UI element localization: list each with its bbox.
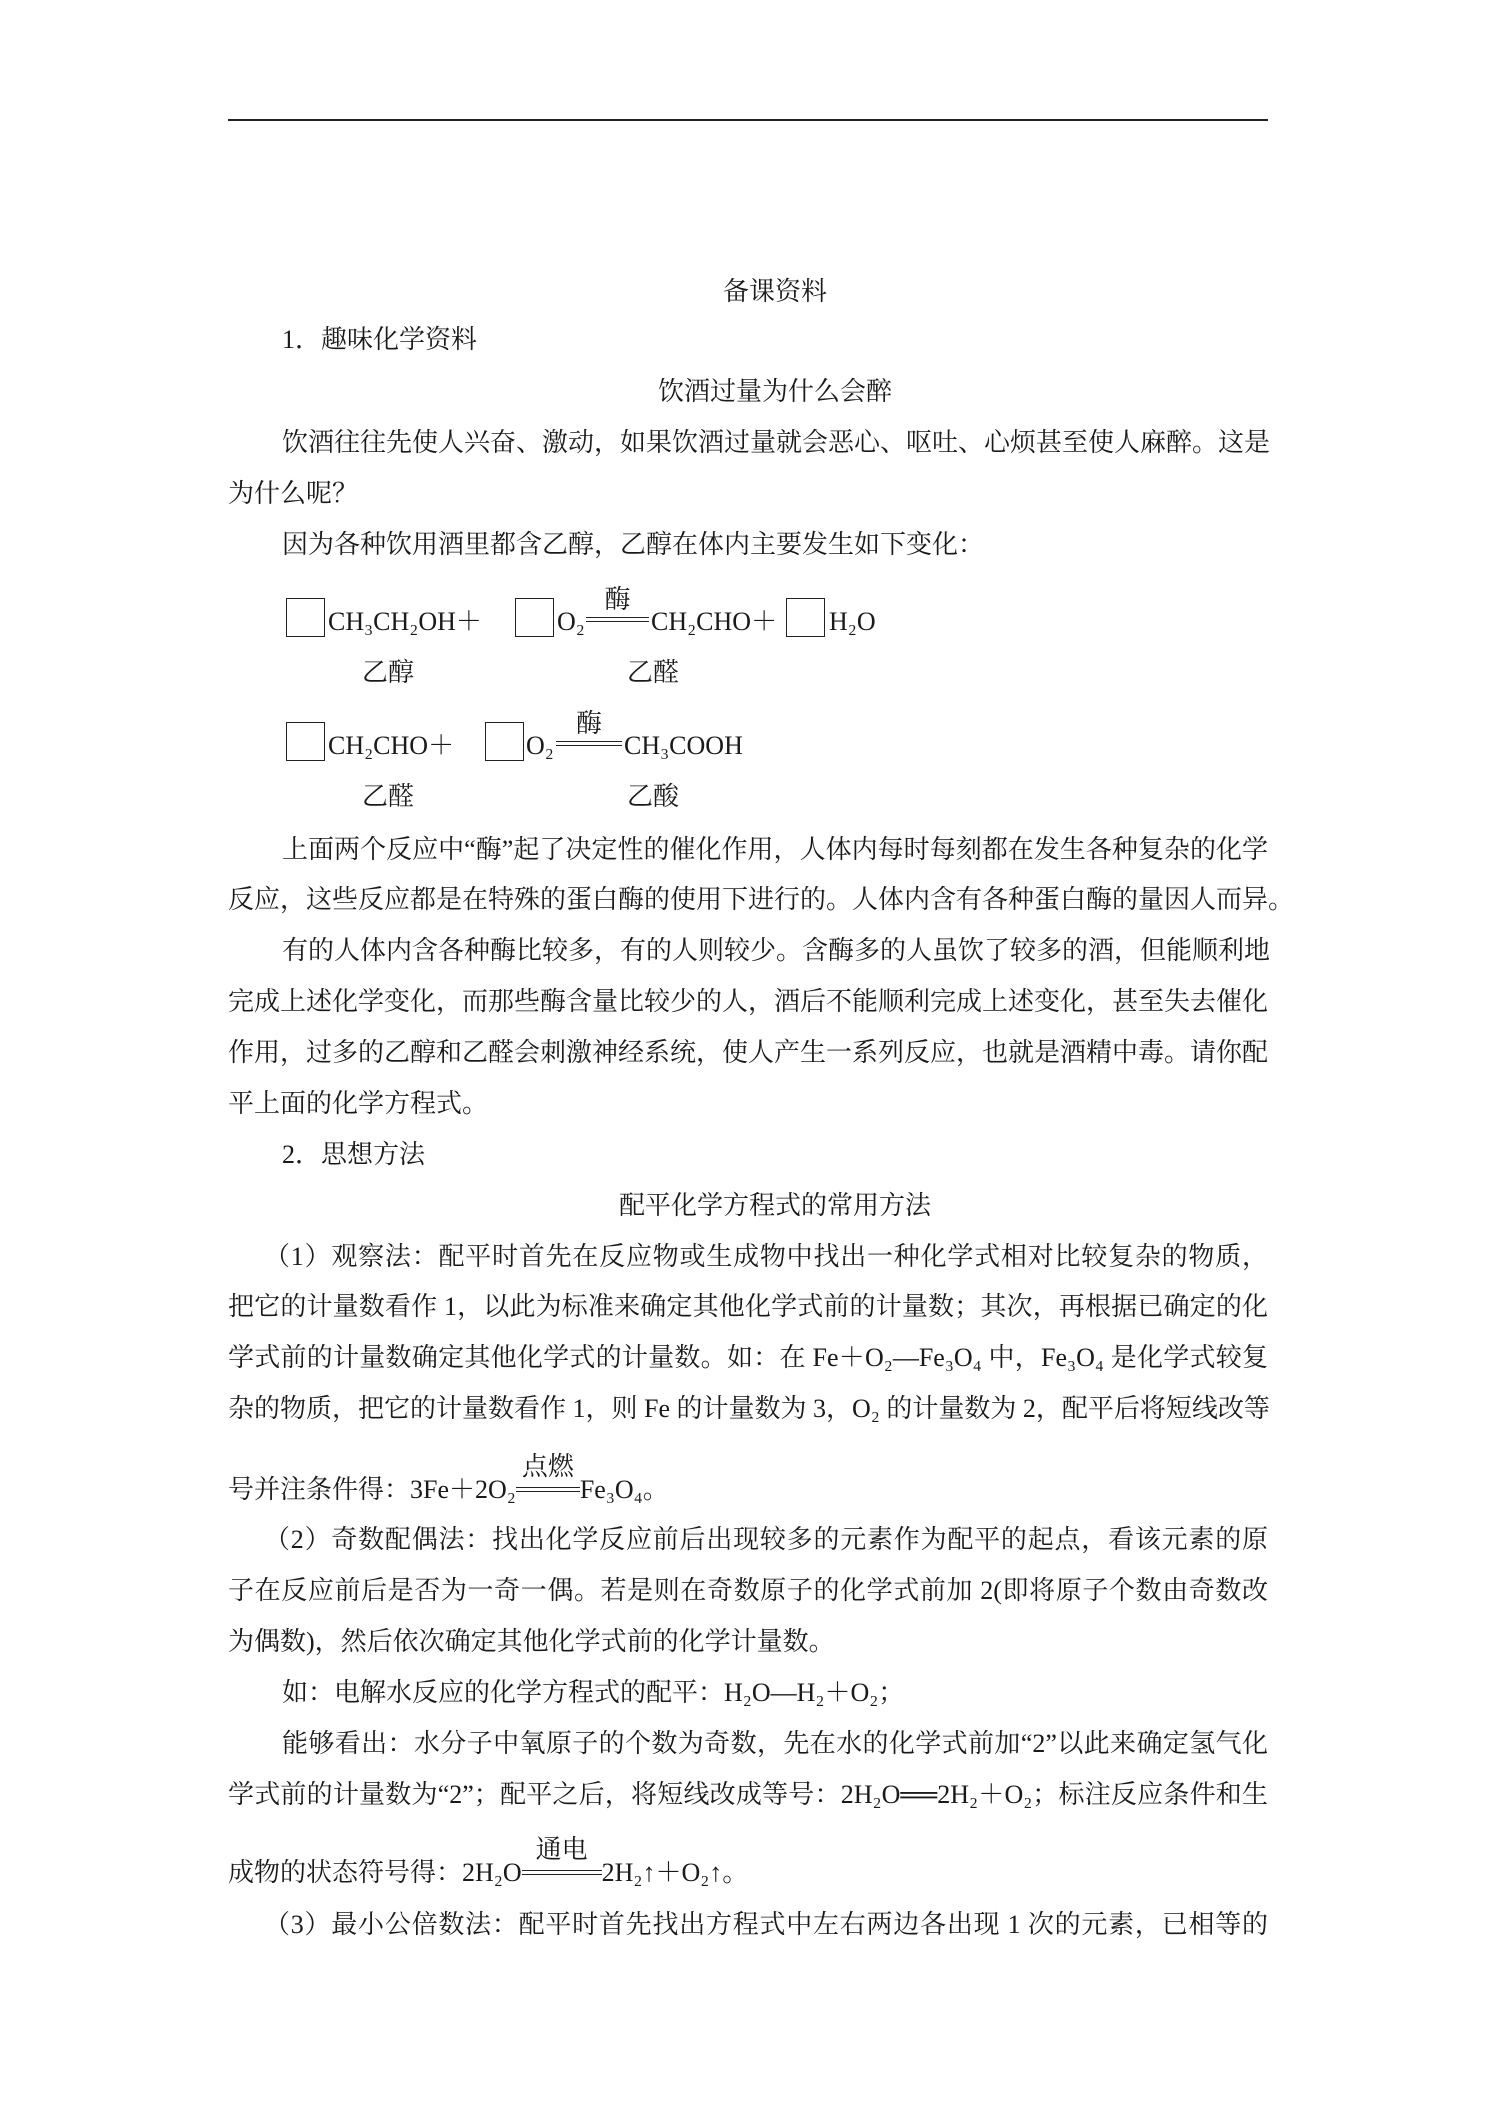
equation-text-after: 2H₂↑＋O₂↑。 [601,1858,749,1887]
product-formula: CH₃COOH [624,731,743,760]
paragraph-line: 子在反应前后是否为一奇一偶。若是则在奇数原子的化学式前加 2(即将原子个数由奇数改 [228,1576,1268,1605]
conditional-equals-sign [522,1834,602,1873]
equation-text-before: 号并注条件得：3Fe＋2O₂ [228,1475,516,1504]
paragraph-line: 如：电解水反应的化学方程式的配平：H₂O—H₂＋O₂； [282,1678,905,1707]
reaction-condition: 点燃 [521,1451,574,1481]
reactant-formula: O₂ [557,607,585,636]
reaction-condition: 通电 [535,1834,588,1864]
paragraph-line: （1）观察法：配平时首先在反应物或生成物中找出一种化学式相对比较复杂的物质， [264,1242,1268,1271]
paragraph-line: 作用，过多的乙醇和乙醛会刺激神经系统，使人产生一系列反应，也就是酒精中毒。请你配 [228,1038,1269,1067]
equals-double-line [516,1487,580,1492]
coefficient-blank [286,722,325,761]
article-title: 饮酒过量为什么会醉 [657,377,892,406]
paragraph-line: 因为各种饮用酒里都含乙醇，乙醇在体内主要发生如下变化： [282,530,985,559]
reaction-condition: 酶 [604,585,631,614]
paragraph-line: 有的人体内含各种酶比较多，有的人则较少。含酶多的人虽饮了较多的酒，但能顺利地 [282,936,1271,965]
paragraph-line: 反应，这些反应都是在特殊的蛋白酶的使用下进行的。人体内含有各种蛋白酶的量因人而异。 [228,885,1295,914]
reaction-equals-sign [586,617,649,622]
coefficient-blank [485,722,524,761]
paragraph-line: 为偶数)，然后依次确定其他化学式前的化学计量数。 [228,1627,835,1656]
equals-double-line [522,1870,602,1875]
reactant-formula: O₂ [526,731,554,760]
substance-label: 乙醛 [362,782,415,811]
product-formula: H₂O [829,607,876,636]
coefficient-blank [786,598,825,637]
equation-text-before: 成物的状态符号得：2H₂O [228,1858,522,1887]
paragraph-line: （2）奇数配偶法：找出化学反应前后出现较多的元素作为配平的起点，看该元素的原 [264,1525,1268,1554]
paragraph-line: 上面两个反应中“酶”起了决定性的催化作用，人体内每时每刻都在发生各种复杂的化学 [282,835,1268,864]
reaction-condition: 酶 [575,709,602,738]
substance-label: 乙醛 [627,658,680,687]
paragraph-line: 能够看出：水分子中氧原子的个数为奇数，先在水的化学式前加“2”以此来确定氢气化 [282,1729,1268,1758]
section-subtitle: 配平化学方程式的常用方法 [618,1191,931,1220]
reaction-equals-sign [556,741,622,746]
paragraph-line: 学式前的计量数为“2”；配平之后，将短线改成等号：2H₂O══2H₂＋O₂；标注反应条件和生 [228,1780,1268,1809]
paragraph-line: （3）最小公倍数法：配平时首先找出方程式中左右两边各出现 1 次的元素，已相等的 [264,1910,1268,1939]
paragraph-line: 杂的物质，把它的计量数看作 1，则 Fe 的计量数为 3，O₂ 的计量数为 2，配平后将短线改等 [228,1394,1270,1423]
equation-line [228,1451,1268,1505]
paragraph-line: 学式前的计量数确定其他化学式的计量数。如：在 Fe＋O₂—Fe₃O₄ 中，Fe₃O₄ 是化学式较复 [228,1343,1268,1372]
section-heading: 2．思想方法 [282,1140,426,1169]
paragraph-line: 为什么呢？ [228,479,359,508]
header-rule [228,119,1268,121]
paragraph-line: 完成上述化学变化，而那些酶含量比较少的人，酒后不能顺利完成上述变化，甚至失去催化 [228,987,1269,1016]
reactant-formula: CH₃CH₂OH＋ [328,607,482,636]
paragraph-line: 把它的计量数看作 1，以此为标准来确定其他化学式前的计量数；其次，再根据已确定的化 [228,1292,1268,1321]
coefficient-blank [515,598,554,637]
paragraph-line: 平上面的化学方程式。 [228,1089,489,1118]
product-formula: CH₂CHO＋ [651,607,778,636]
section-heading: 1．趣味化学资料 [282,325,478,354]
conditional-equals-sign [516,1451,580,1490]
reactant-formula: CH₂CHO＋ [328,731,455,760]
chemical-equation [0,585,1488,640]
paragraph-line: 饮酒往往先使人兴奋、激动，如果饮酒过量就会恶心、呕吐、心烦甚至使人麻醉。这是 [282,428,1271,457]
page-title: 备课资料 [722,277,827,306]
chemical-equation [0,709,1488,764]
substance-label: 乙酸 [627,782,680,811]
equation-line [228,1834,1268,1888]
coefficient-blank [286,598,325,637]
substance-label: 乙醇 [362,658,415,687]
equation-text-after: Fe₃O₄。 [579,1475,669,1504]
